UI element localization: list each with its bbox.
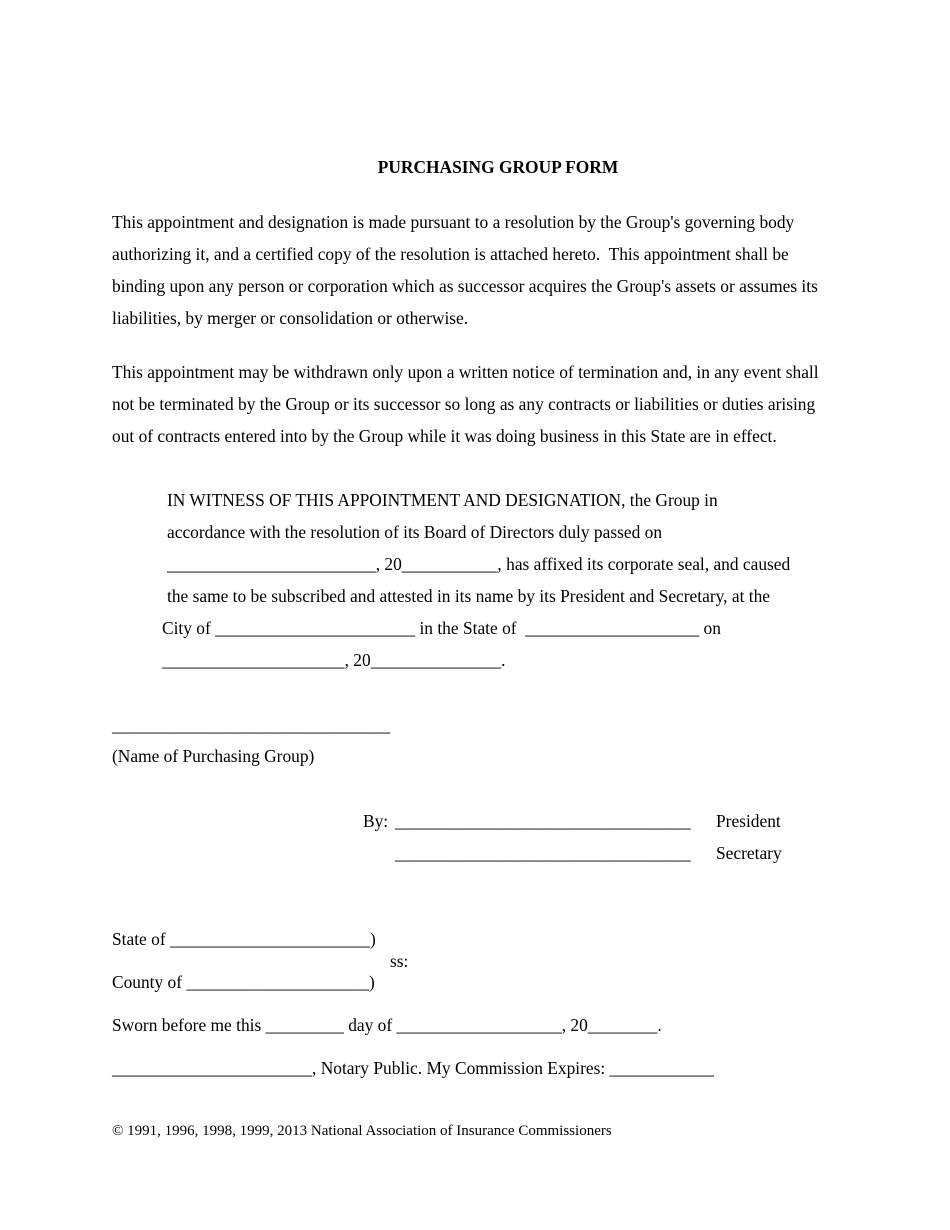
by-label: By: [363, 811, 389, 831]
witness-line: IN WITNESS OF THIS APPOINTMENT AND DESIGNATION, the Group in [167, 490, 718, 510]
group-name-label: (Name of Purchasing Group) [112, 746, 315, 766]
president-label: President [716, 811, 781, 831]
sworn-before-line: Sworn before me this _________ day of ___________________, 20________. [112, 1015, 662, 1035]
witness-line: accordance with the resolution of its Board of Directors duly passed on [167, 522, 663, 542]
witness-line: ________________________, 20___________, has affixed its corporate seal, and caused [167, 554, 791, 574]
witness-line: City of _______________________ in the State of ____________________ on [162, 618, 721, 638]
president-signature-line: __________________________________ [395, 811, 691, 831]
county-of-line: County of _____________________) [112, 972, 375, 992]
paragraph-line: not be terminated by the Group or its successor so long as any contracts or liabilities or duties arising [112, 394, 816, 414]
group-name-line: ________________________________ [112, 715, 391, 735]
paragraph-line: liabilities, by merger or consolidation or otherwise. [112, 308, 469, 328]
secretary-signature-line: __________________________________ [395, 843, 691, 863]
secretary-label: Secretary [716, 843, 782, 863]
copyright-footer: © 1991, 1996, 1998, 1999, 2013 National Association of Insurance Commissioners [112, 1123, 612, 1139]
paragraph-line: This appointment and designation is made pursuant to a resolution by the Group's governing body [112, 212, 795, 232]
paragraph-line: binding upon any person or corporation which as successor acquires the Group's assets or assumes its [112, 276, 818, 296]
witness-line: _____________________, 20_______________. [162, 650, 506, 670]
paragraph-line: This appointment may be withdrawn only upon a written notice of termination and, in any event shall [112, 362, 819, 382]
ss-label: ss: [390, 951, 409, 971]
paragraph-line: out of contracts entered into by the Group while it was doing business in this State are in effect. [112, 426, 777, 446]
witness-line: the same to be subscribed and attested in its name by its President and Secretary, at the [167, 586, 771, 606]
form-title: PURCHASING GROUP FORM [377, 157, 619, 177]
state-of-line: State of _______________________) [112, 929, 376, 949]
paragraph-line: authorizing it, and a certified copy of the resolution is attached hereto. This appointment shall be [112, 244, 789, 264]
notary-public-line: _______________________, Notary Public. My Commission Expires: ____________ [112, 1058, 714, 1078]
